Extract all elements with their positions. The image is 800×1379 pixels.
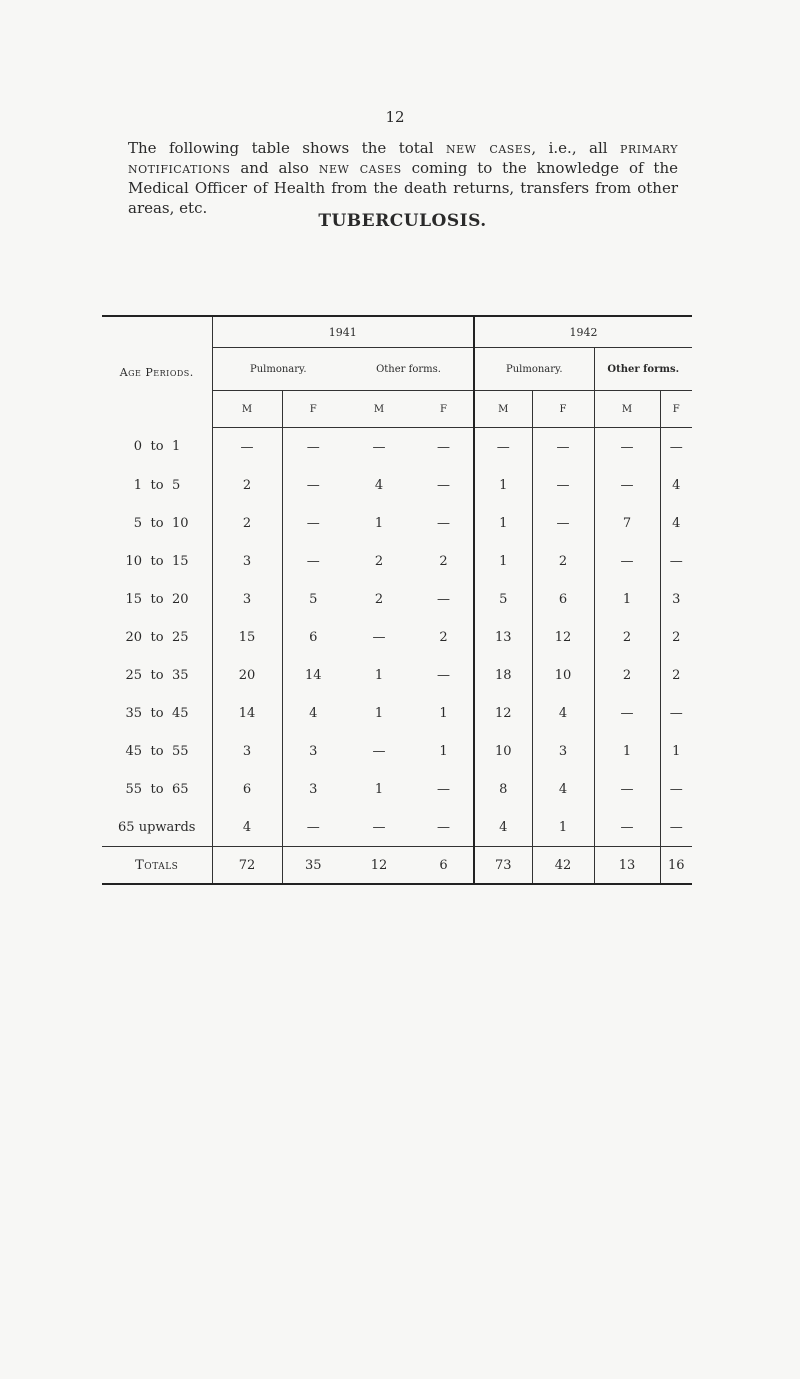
age-period-cell [102,694,212,732]
age-period-cell: 65 upwards [118,819,196,835]
age-period-cell [102,732,212,770]
table-cell: 2 [660,656,692,694]
group-header-1941-pulmonary: Pulmonary. [212,348,344,391]
age-period-cell [102,542,212,580]
age-to-word: to [150,591,164,607]
table-cell: — [437,667,450,683]
table-cell: 4 [532,770,594,808]
sex-header: M [212,391,282,428]
table-cell: — [282,808,344,847]
age-period-cell [102,504,212,542]
table-cell: — [594,770,660,808]
age-to: 5 [172,477,181,493]
age-from: 20 [125,629,142,645]
table-cell: 1 [374,705,384,721]
age-to: 15 [172,553,189,569]
table-cell: 6 [532,580,594,618]
table-cell: 14 [282,656,344,694]
table-cell: 1 [474,466,532,504]
table-cell: — [660,542,692,580]
group-header-1941-other: Other forms. [344,348,474,391]
age-from: 15 [125,591,142,607]
totals-cell: 12 [344,847,414,885]
table-cell: — [372,439,386,455]
table-cell: — [594,542,660,580]
age-to-word: to [150,439,164,455]
sex-header: F [660,391,692,428]
table-cell: 2 [660,618,692,656]
table-cell: 5 [474,580,532,618]
totals-row [102,847,692,885]
table-cell: — [372,743,386,759]
age-period-cell [102,618,212,656]
table-cell: 6 [282,618,344,656]
year-header-1941: 1941 [212,316,474,348]
table-cell: 4 [660,504,692,542]
table-cell: 3 [212,580,282,618]
table-cell: — [532,428,594,467]
age-period-cell [102,656,212,694]
table-cell: — [282,428,344,467]
table-cell: 13 [474,618,532,656]
table-cell: 8 [474,770,532,808]
table-cell: — [437,591,450,607]
table-cell: 2 [212,504,282,542]
table-cell: 10 [474,732,532,770]
age-to-word: to [150,781,164,797]
table-cell: 4 [282,694,344,732]
totals-label: Totals [102,847,212,885]
table-cell: 1 [374,515,384,531]
table-cell: 10 [532,656,594,694]
table-cell: — [532,466,594,504]
table-cell: — [282,504,344,542]
age-to-word: to [150,477,164,493]
age-to: 45 [172,705,189,721]
age-period-cell [102,428,212,467]
table-cell: — [532,504,594,542]
table-cell: — [437,781,450,797]
table-cell: 4 [374,477,384,493]
table-cell: 3 [532,732,594,770]
table-cell: 1 [660,732,692,770]
table-row [102,732,692,770]
age-from: 5 [133,515,142,531]
totals-cell: 42 [532,847,594,885]
table-cell: — [594,808,660,847]
table-cell: — [437,439,450,455]
intro-text-1: The following table shows the total [128,139,446,157]
totals-cell: 72 [212,847,282,885]
table-cell: 1 [439,743,448,759]
sex-header: F [532,391,594,428]
table-cell: 1 [532,808,594,847]
table-cell: 4 [532,694,594,732]
sex-header: M [474,391,532,428]
table-cell: — [660,694,692,732]
table-cell: 4 [660,466,692,504]
age-from: 0 [133,439,142,455]
age-period-cell [102,466,212,504]
table-cell: — [594,466,660,504]
age-to-word: to [150,515,164,531]
totals-cell: 35 [282,847,344,885]
table-cell: — [282,542,344,580]
table-cell: 14 [212,694,282,732]
table-cell: 2 [594,618,660,656]
table-cell: 1 [374,781,384,797]
sex-header: F [282,391,344,428]
intro-text-4: coming to the knowledge of the Medical Officer of Health from the death returns, transfers from other areas, etc. [128,159,678,217]
age-to-word: to [150,553,164,569]
table-cell: 18 [474,656,532,694]
table-cell: 1 [439,705,448,721]
table-cell: 1 [474,542,532,580]
table-row [102,504,692,542]
totals-cell: 16 [660,847,692,885]
table-cell: — [660,770,692,808]
age-from: 45 [125,743,142,759]
table-cell: — [474,428,532,467]
totals-cell: 6 [414,847,474,885]
intro-smallcaps-1: new cases [445,139,532,157]
table-cell: 2 [532,542,594,580]
table-cell: 1 [374,667,384,683]
table-row [102,466,692,504]
year-header-1942: 1942 [474,316,692,348]
age-to-word: to [150,705,164,721]
table-cell: — [372,819,386,835]
table-cell: — [437,819,450,835]
table-cell: 4 [212,808,282,847]
age-to: 65 [172,781,189,797]
table-cell: — [212,428,282,467]
age-to: 25 [172,629,189,645]
table-cell: 20 [212,656,282,694]
age-to: 20 [172,591,189,607]
table-title: TUBERCULOSIS. [318,211,487,231]
group-header-1942-other: Other forms. [594,348,692,391]
age-to: 35 [172,667,189,683]
table-cell: 5 [282,580,344,618]
table-cell: — [660,808,692,847]
table-cell: — [372,629,386,645]
age-to: 1 [172,439,181,455]
intro-text-3: and also [230,159,319,177]
intro-text-2: , i.e., all [531,139,621,157]
table-cell: — [437,515,450,531]
table-cell: 1 [474,504,532,542]
age-from: 35 [125,705,142,721]
age-period-cell [102,770,212,808]
age-period-cell [102,580,212,618]
table-row [102,808,692,847]
table-cell: — [594,428,660,467]
age-to-word: to [150,743,164,759]
table-cell: 3 [282,770,344,808]
table-row [102,656,692,694]
table-row [102,770,692,808]
table-row [102,428,692,467]
age-periods-header: Age Periods. [119,365,194,379]
table-cell: 2 [374,591,384,607]
table-cell: — [437,477,450,493]
age-from: 25 [125,667,142,683]
table-cell: 3 [660,580,692,618]
age-from: 1 [133,477,142,493]
table-cell: 4 [474,808,532,847]
table-cell: 2 [594,656,660,694]
table-cell: 2 [374,553,384,569]
table-row [102,618,692,656]
intro-smallcaps-2: primary notifications [128,139,678,177]
table-row [102,542,692,580]
page-number: 12 [385,108,405,126]
age-to: 55 [172,743,189,759]
table-cell: 12 [532,618,594,656]
table-cell: 3 [282,732,344,770]
age-from: 10 [125,553,142,569]
table-cell: 2 [439,553,448,569]
table-cell: — [594,694,660,732]
table-cell: 6 [212,770,282,808]
age-to: 10 [172,515,189,531]
sex-header: M [594,391,660,428]
totals-cell: 73 [474,847,532,885]
intro-paragraph [128,138,678,218]
table-cell: 15 [212,618,282,656]
sex-header: M [344,391,414,428]
table-cell: 7 [594,504,660,542]
totals-cell: 13 [594,847,660,885]
table-cell: 12 [474,694,532,732]
table-cell: 2 [212,466,282,504]
sex-header: F [414,391,474,428]
table-cell: 1 [594,580,660,618]
table-row [102,694,692,732]
table-row [102,580,692,618]
table-cell: 3 [212,542,282,580]
intro-smallcaps-3: new cases [318,159,402,177]
table-cell: 1 [594,732,660,770]
table-cell: — [660,428,692,467]
group-header-1942-pulmonary: Pulmonary. [474,348,594,391]
age-to-word: to [150,629,164,645]
table-cell: 2 [439,629,448,645]
age-from: 55 [125,781,142,797]
age-to-word: to [150,667,164,683]
table-cell: 3 [212,732,282,770]
table-cell: — [282,466,344,504]
tuberculosis-table [102,315,692,885]
